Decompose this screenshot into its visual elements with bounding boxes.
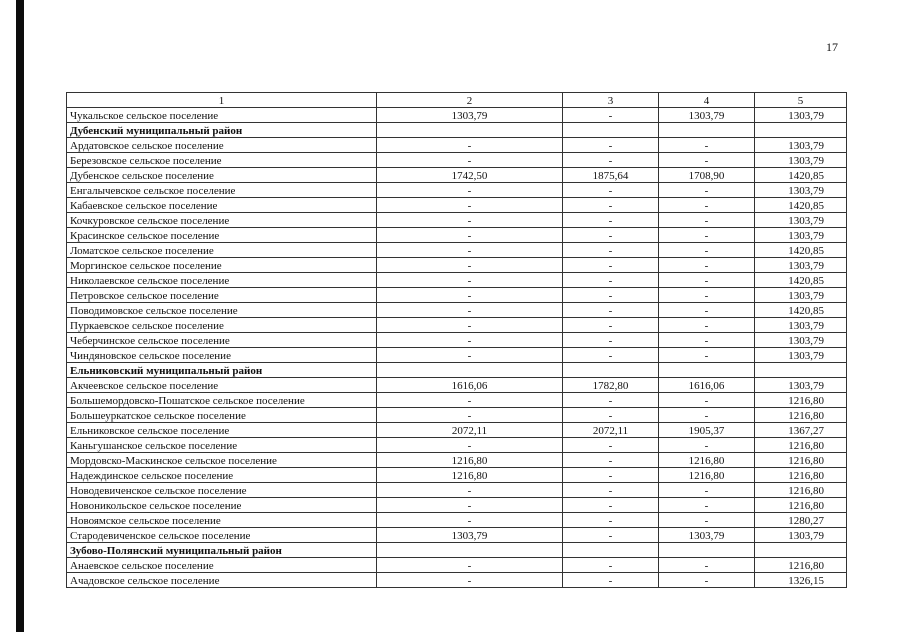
table-row — [67, 303, 847, 318]
value-cell-col5: 1303,79 — [755, 138, 847, 153]
value-cell-col2: - — [377, 573, 563, 588]
table-row — [67, 453, 847, 468]
value-cell-col5: 1303,79 — [755, 333, 847, 348]
value-cell-col5 — [755, 363, 847, 378]
settlement-name-cell: Анаевское сельское поселение — [67, 558, 377, 573]
value-cell-col3: - — [563, 288, 659, 303]
value-cell-col3: - — [563, 528, 659, 543]
value-cell-col2: - — [377, 438, 563, 453]
value-cell-col5: 1420,85 — [755, 243, 847, 258]
value-cell-col4: - — [659, 153, 755, 168]
value-cell-col3: - — [563, 228, 659, 243]
value-cell-col5: 1216,80 — [755, 558, 847, 573]
value-cell-col5: 1420,85 — [755, 273, 847, 288]
value-cell-col5: 1420,85 — [755, 198, 847, 213]
value-cell-col3: - — [563, 258, 659, 273]
table-row — [67, 468, 847, 483]
settlement-name-cell: Николаевское сельское поселение — [67, 273, 377, 288]
settlement-name-cell: Акчеевское сельское поселение — [67, 378, 377, 393]
value-cell-col4: - — [659, 483, 755, 498]
value-cell-col4: - — [659, 288, 755, 303]
table-row — [67, 228, 847, 243]
value-cell-col3: - — [563, 438, 659, 453]
value-cell-col4: - — [659, 573, 755, 588]
table-row — [67, 513, 847, 528]
value-cell-col5: 1420,85 — [755, 168, 847, 183]
table-row — [67, 213, 847, 228]
value-cell-col2 — [377, 123, 563, 138]
value-cell-col5: 1303,79 — [755, 183, 847, 198]
value-cell-col4: - — [659, 513, 755, 528]
value-cell-col3: - — [563, 153, 659, 168]
settlement-name-cell: Каньгушанское сельское поселение — [67, 438, 377, 453]
value-cell-col5: 1303,79 — [755, 378, 847, 393]
table-header-row — [67, 93, 847, 108]
value-cell-col2: - — [377, 513, 563, 528]
value-cell-col3: 2072,11 — [563, 423, 659, 438]
value-cell-col3: - — [563, 138, 659, 153]
settlement-name-cell: Чеберчинское сельское поселение — [67, 333, 377, 348]
value-cell-col5: 1280,27 — [755, 513, 847, 528]
settlement-name-cell: Мордовско-Маскинское сельское поселение — [67, 453, 377, 468]
scan-edge-bar — [16, 0, 24, 632]
table-row — [67, 273, 847, 288]
value-cell-col4: - — [659, 243, 755, 258]
settlement-name-cell: Большеуркатское сельское поселение — [67, 408, 377, 423]
value-cell-col5: 1303,79 — [755, 528, 847, 543]
value-cell-col5 — [755, 123, 847, 138]
table-row — [67, 438, 847, 453]
value-cell-col2: 1303,79 — [377, 528, 563, 543]
value-cell-col2: - — [377, 198, 563, 213]
value-cell-col5: 1326,15 — [755, 573, 847, 588]
value-cell-col2: 1216,80 — [377, 453, 563, 468]
value-cell-col4: 1303,79 — [659, 528, 755, 543]
column-header: 1 — [67, 93, 377, 108]
value-cell-col4: - — [659, 438, 755, 453]
value-cell-col3: - — [563, 348, 659, 363]
value-cell-col5: 1216,80 — [755, 498, 847, 513]
value-cell-col5: 1303,79 — [755, 108, 847, 123]
value-cell-col4: 1216,80 — [659, 453, 755, 468]
table-row — [67, 378, 847, 393]
table-row — [67, 258, 847, 273]
value-cell-col4: 1708,90 — [659, 168, 755, 183]
value-cell-col5: 1420,85 — [755, 303, 847, 318]
settlement-name-cell: Новоникольское сельское поселение — [67, 498, 377, 513]
settlement-name-cell: Петровское сельское поселение — [67, 288, 377, 303]
settlement-name-cell: Поводимовское сельское поселение — [67, 303, 377, 318]
value-cell-col3: - — [563, 498, 659, 513]
value-cell-col4: 1303,79 — [659, 108, 755, 123]
value-cell-col2: - — [377, 558, 563, 573]
value-cell-col2: - — [377, 303, 563, 318]
table-row — [67, 558, 847, 573]
value-cell-col3: - — [563, 303, 659, 318]
value-cell-col5: 1303,79 — [755, 258, 847, 273]
settlement-name-cell: Чукальское сельское поселение — [67, 108, 377, 123]
value-cell-col2: 1616,06 — [377, 378, 563, 393]
value-cell-col3: - — [563, 393, 659, 408]
table-row — [67, 348, 847, 363]
value-cell-col3 — [563, 363, 659, 378]
value-cell-col4 — [659, 123, 755, 138]
value-cell-col2: - — [377, 348, 563, 363]
value-cell-col4: - — [659, 228, 755, 243]
page-number: 17 — [826, 40, 838, 54]
value-cell-col5: 1216,80 — [755, 393, 847, 408]
value-cell-col2: - — [377, 138, 563, 153]
value-cell-col3: 1782,80 — [563, 378, 659, 393]
value-cell-col3: - — [563, 483, 659, 498]
table-row — [67, 528, 847, 543]
settlement-name-cell: Кабаевское сельское поселение — [67, 198, 377, 213]
table-row — [67, 318, 847, 333]
value-cell-col2: - — [377, 288, 563, 303]
value-cell-col4: - — [659, 318, 755, 333]
table-row — [67, 288, 847, 303]
value-cell-col4: - — [659, 408, 755, 423]
table-row — [67, 498, 847, 513]
value-cell-col4: - — [659, 183, 755, 198]
column-header: 5 — [755, 93, 847, 108]
table-row — [67, 408, 847, 423]
table-row — [67, 573, 847, 588]
table-row — [67, 393, 847, 408]
table-row — [67, 423, 847, 438]
value-cell-col5: 1303,79 — [755, 318, 847, 333]
column-header: 3 — [563, 93, 659, 108]
value-cell-col4: - — [659, 198, 755, 213]
district-group-row — [67, 363, 847, 378]
value-cell-col2: 1216,80 — [377, 468, 563, 483]
value-cell-col2: - — [377, 408, 563, 423]
value-cell-col2: 1303,79 — [377, 108, 563, 123]
table-row — [67, 243, 847, 258]
district-name-cell: Дубенский муниципальный район — [67, 123, 377, 138]
value-cell-col3: - — [563, 558, 659, 573]
value-cell-col3 — [563, 543, 659, 558]
settlement-name-cell: Пуркаевское сельское поселение — [67, 318, 377, 333]
value-cell-col3: - — [563, 333, 659, 348]
table-row — [67, 183, 847, 198]
value-cell-col4 — [659, 543, 755, 558]
value-cell-col4: - — [659, 393, 755, 408]
column-header: 2 — [377, 93, 563, 108]
value-cell-col4: 1616,06 — [659, 378, 755, 393]
settlement-name-cell: Красинское сельское поселение — [67, 228, 377, 243]
value-cell-col4: 1905,37 — [659, 423, 755, 438]
table-row — [67, 168, 847, 183]
value-cell-col3: - — [563, 318, 659, 333]
value-cell-col3: - — [563, 183, 659, 198]
value-cell-col4: - — [659, 558, 755, 573]
value-cell-col3: - — [563, 108, 659, 123]
value-cell-col3: - — [563, 273, 659, 288]
settlement-name-cell: Дубенское сельское поселение — [67, 168, 377, 183]
value-cell-col3: - — [563, 468, 659, 483]
value-cell-col5: 1367,27 — [755, 423, 847, 438]
value-cell-col5: 1303,79 — [755, 348, 847, 363]
value-cell-col3: - — [563, 453, 659, 468]
settlement-name-cell: Ломатское сельское поселение — [67, 243, 377, 258]
value-cell-col2: - — [377, 483, 563, 498]
value-cell-col2: - — [377, 258, 563, 273]
value-cell-col3: 1875,64 — [563, 168, 659, 183]
value-cell-col3: - — [563, 213, 659, 228]
settlement-name-cell: Ельниковское сельское поселение — [67, 423, 377, 438]
value-cell-col4: - — [659, 258, 755, 273]
value-cell-col4: - — [659, 273, 755, 288]
district-group-row — [67, 543, 847, 558]
district-name-cell: Зубово-Полянский муниципальный район — [67, 543, 377, 558]
table-row — [67, 333, 847, 348]
value-cell-col2: - — [377, 228, 563, 243]
value-cell-col4: - — [659, 303, 755, 318]
settlement-name-cell: Енгалычевское сельское поселение — [67, 183, 377, 198]
value-cell-col3: - — [563, 198, 659, 213]
value-cell-col2: 2072,11 — [377, 423, 563, 438]
settlement-name-cell: Стародевиченское сельское поселение — [67, 528, 377, 543]
value-cell-col2: 1742,50 — [377, 168, 563, 183]
value-cell-col4: - — [659, 213, 755, 228]
value-cell-col4: - — [659, 138, 755, 153]
settlement-rates-table — [66, 92, 847, 588]
table-body — [67, 93, 847, 588]
settlement-name-cell: Кочкуровское сельское поселение — [67, 213, 377, 228]
value-cell-col5: 1303,79 — [755, 228, 847, 243]
district-group-row — [67, 123, 847, 138]
value-cell-col3: - — [563, 408, 659, 423]
settlement-name-cell: Большемордовско-Пошатское сельское поселение — [67, 393, 377, 408]
table-row — [67, 198, 847, 213]
value-cell-col2: - — [377, 333, 563, 348]
value-cell-col5: 1216,80 — [755, 468, 847, 483]
settlement-name-cell: Моргинское сельское поселение — [67, 258, 377, 273]
settlement-name-cell: Новодевиченское сельское поселение — [67, 483, 377, 498]
settlement-name-cell: Березовское сельское поселение — [67, 153, 377, 168]
value-cell-col5: 1303,79 — [755, 288, 847, 303]
settlement-name-cell: Новоямское сельское поселение — [67, 513, 377, 528]
value-cell-col2: - — [377, 393, 563, 408]
table-row — [67, 138, 847, 153]
value-cell-col4 — [659, 363, 755, 378]
district-name-cell: Ельниковский муниципальный район — [67, 363, 377, 378]
value-cell-col2: - — [377, 273, 563, 288]
settlement-name-cell: Чиндяновское сельское поселение — [67, 348, 377, 363]
value-cell-col5 — [755, 543, 847, 558]
value-cell-col4: - — [659, 498, 755, 513]
value-cell-col4: - — [659, 348, 755, 363]
column-header: 4 — [659, 93, 755, 108]
value-cell-col3: - — [563, 573, 659, 588]
value-cell-col5: 1216,80 — [755, 438, 847, 453]
value-cell-col2: - — [377, 498, 563, 513]
value-cell-col5: 1303,79 — [755, 213, 847, 228]
settlement-name-cell: Ачадовское сельское поселение — [67, 573, 377, 588]
value-cell-col2: - — [377, 213, 563, 228]
value-cell-col2: - — [377, 318, 563, 333]
table-row — [67, 483, 847, 498]
value-cell-col5: 1216,80 — [755, 408, 847, 423]
settlement-name-cell: Ардатовское сельское поселение — [67, 138, 377, 153]
value-cell-col2 — [377, 363, 563, 378]
value-cell-col2: - — [377, 243, 563, 258]
value-cell-col5: 1216,80 — [755, 453, 847, 468]
value-cell-col5: 1303,79 — [755, 153, 847, 168]
value-cell-col3 — [563, 123, 659, 138]
value-cell-col4: 1216,80 — [659, 468, 755, 483]
value-cell-col3: - — [563, 513, 659, 528]
settlement-name-cell: Надеждинское сельское поселение — [67, 468, 377, 483]
value-cell-col2 — [377, 543, 563, 558]
table-row — [67, 153, 847, 168]
value-cell-col4: - — [659, 333, 755, 348]
value-cell-col3: - — [563, 243, 659, 258]
table-row — [67, 108, 847, 123]
value-cell-col2: - — [377, 183, 563, 198]
value-cell-col5: 1216,80 — [755, 483, 847, 498]
value-cell-col2: - — [377, 153, 563, 168]
